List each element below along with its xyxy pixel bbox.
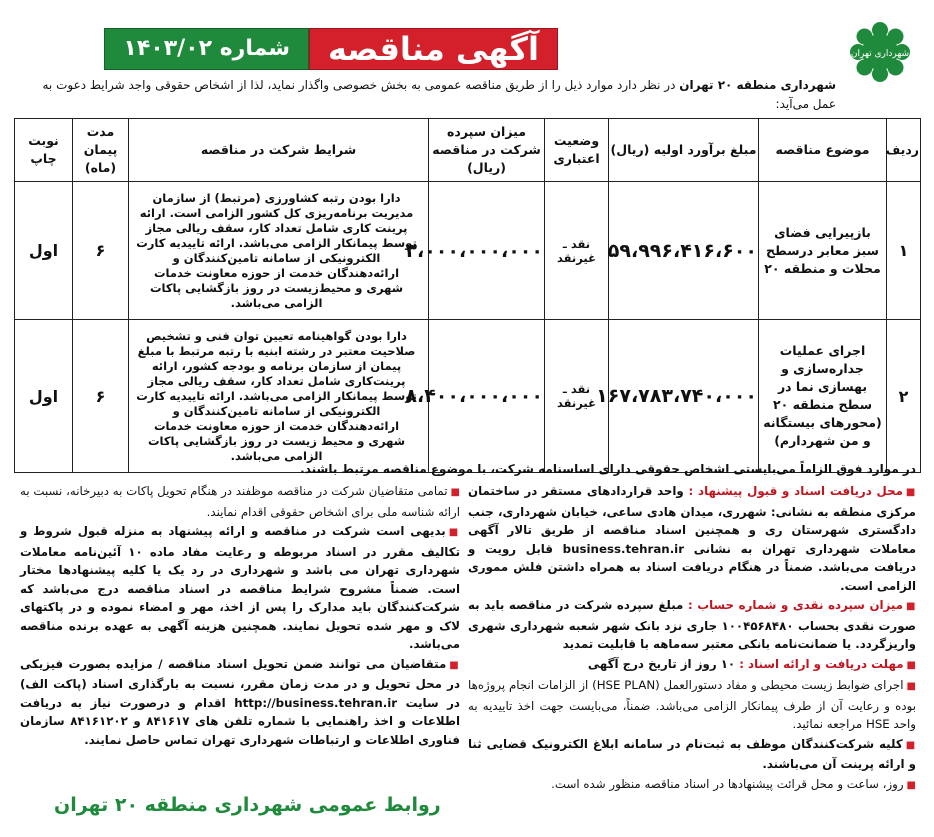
note-item bbox=[468, 596, 916, 654]
note-text: بدیهی است شرکت در مناقصه و ارائه پیشنهاد به منزله قبول شروط و تکالیف مقرر در اسناد مربوطه و رعایت مفاد ماده ۱۰ آئین‌نامه معاملات شهرداری تهران می باشد و شهرداری در رد یک یا کلیه پیشنهادها مختار است. ضمناً مشروح شرایط مناقصه در اسناد مناقصه درج می‌باشد که شرکت‌کنندگان باید مدارک را پس از اخذ، مهر و امضاء نموده و در پاکتهای لاک و مهر شده تحویل نمایند. همچنین هزینه آگهی به عهده برنده مناقصه می‌باشد. bbox=[20, 524, 460, 651]
row-subject: اجرای عملیات جداره‌سازی و بهسازی نما در سطح منطقه ۲۰ (محورهای بیستگانه و من شهردارم) bbox=[759, 320, 887, 473]
title-banner bbox=[104, 28, 558, 70]
row-print: اول bbox=[15, 182, 73, 320]
table-header-row bbox=[15, 119, 921, 182]
notice-number: شماره ۱۴۰۳/۰۲ bbox=[104, 28, 309, 70]
bullet-square-icon: ■ bbox=[449, 659, 460, 671]
note-text: تمامی متقاضیان شرکت در مناقصه موظفند در هنگام تحویل پاکات به دبیرخانه، نسبت به ارائه شناسه ملی برای اشخاص حقوقی اقدام نمایند. bbox=[20, 484, 460, 519]
row-conditions: دارا بودن گواهینامه تعیین توان فنی و تشخیص صلاحیت معتبر در رشته ابنیه با رتبه مرتبط با مبلغ پیمان از سازمان برنامه و بودجه کشور، ارائه پرینت‌کاری شامل تعداد کار، سقف ریالی مجاز توسط پیمانکار الزامی می‌باشد. ارائه تاییدیه کارت الکترونیکی از سامانه تامین‌کنندگان و ارائه‌دهندگان خدمت از حوزه معاونت خدمات شهری و محیط زیست در روز بازگشایی پاکات الزامی می‌باشد. bbox=[129, 320, 429, 473]
bullet-square-icon: ■ bbox=[905, 487, 916, 498]
row-subject: بازپیرایی فضای سبز معابر درسطح محلات و منطقه ۲۰ bbox=[759, 182, 887, 320]
note-item bbox=[468, 482, 916, 595]
bullet-square-icon: ■ bbox=[905, 739, 917, 751]
note-text: ۱۰ روز از تاریخ درج آگهی bbox=[587, 656, 740, 671]
row-estimate: ۵۹،۹۹۶،۴۱۶،۶۰۰ bbox=[609, 182, 759, 320]
note-text: کلیه شرکت‌کنندگان موظف به ثبت‌نام در سامانه ابلاغ الکترونیک قضایی ثنا و ارائه پرینت آن می‌باشند. bbox=[468, 736, 916, 771]
intro-text bbox=[16, 76, 836, 114]
note-label: محل دریافت اسناد و قبول پیشنهاد : bbox=[688, 484, 903, 498]
bullet-square-icon: ■ bbox=[450, 487, 461, 498]
row-duration: ۶ bbox=[73, 320, 129, 473]
header-conditions: شرایط شرکت در مناقصه bbox=[129, 119, 429, 182]
note-item bbox=[20, 522, 460, 654]
row-deposit: ۳،۰۰۰،۰۰۰،۰۰۰ bbox=[429, 182, 545, 320]
note-label: میزان سپرده نقدی و شماره حساب : bbox=[687, 598, 904, 612]
header-deposit: میزان سپرده شرکت در مناقصه (ریال) bbox=[429, 119, 545, 182]
row-credit: نقد ـ غیرنقد bbox=[545, 320, 609, 473]
row-print: اول bbox=[15, 320, 73, 473]
bullet-square-icon: ■ bbox=[906, 659, 916, 671]
header-print: نوبت چاپ bbox=[15, 119, 73, 182]
notes-left-column bbox=[20, 482, 460, 750]
legal-entity-note: در موارد فوق الزاماً می‌بایستی اشخاص حقوقی دارای اساسنامه شرکت، با موضوع مناقصه مرتبط باشند. bbox=[300, 462, 916, 476]
row-credit: نقد ـ غیرنقد bbox=[545, 182, 609, 320]
table-row bbox=[15, 320, 921, 473]
intro-rest: در نظر دارد موارد ذیل را از طریق مناقصه عمومی به بخش خصوصی واگذار نماید، لذا از اشخاص حقوقی واجد شرایط دعوت به عمل می‌آید: bbox=[42, 78, 836, 111]
note-item bbox=[468, 735, 916, 774]
note-text: متقاضیان می توانند ضمن تحویل اسناد مناقصه / مزایده بصورت فیزیکی در محل تحویل و در مدت زمان مقرر، نسبت به بارگذاری اسناد (پاکت الف) در سایت http://business.tehran.ir اقدام و درصورت نیاز به دریافت اطلاعات و اخذ راهنمایی با شماره تلفن های ۸۴۱۶۱۷ و ۸۴۱۶۱۲۰۲ سازمان فناوری اطلاعات و ارتباطات شهرداری تهران تماس حاصل نمایند. bbox=[20, 656, 461, 747]
row-number: ۱ bbox=[887, 182, 921, 320]
note-text: اجرای ضوابط زیست محیطی و مفاد دستورالعمل (HSE PLAN) از الزامات انجام پروژه‌ها بوده و رعایت آن از طرف پیمانکار الزامی می‌باشد. ضمناً، می‌بایست جهت اخذ تاییدیه به واحد HSE مراجعه نمائید. bbox=[468, 678, 916, 731]
row-number: ۲ bbox=[887, 320, 921, 473]
header-estimate: مبلغ برآورد اولیه (ریال) bbox=[609, 119, 759, 182]
note-item bbox=[20, 655, 460, 750]
note-text: واحد قراردادهای مستقر در ساختمان مرکزی منطقه به نشانی: شهرری، میدان هادی ساعی، خیابان شهرداری، جنب دادگستری شهرستان ری و همچنین اسناد مناقصه از طریق تالار آگهی معاملات شهرداری تهران به نشانی business.tehran.ir قابل رویت و دریافت می‌باشد. ضمناً در هنگام دریافت اسناد به همراه داشتن فلش مموری الزامی است. bbox=[468, 484, 917, 593]
note-item bbox=[468, 676, 916, 734]
note-item bbox=[468, 655, 916, 676]
intro-municipality: شهرداری منطقه ۲۰ تهران bbox=[679, 78, 836, 92]
public-relations-signature: روابط عمومی شهرداری منطقه ۲۰ تهران bbox=[54, 794, 441, 816]
notes-right-column bbox=[468, 482, 916, 796]
svg-text:شهرداری تهران: شهرداری تهران bbox=[850, 49, 910, 59]
bullet-square-icon: ■ bbox=[906, 601, 917, 612]
bullet-square-icon: ■ bbox=[906, 779, 916, 791]
tehran-municipality-logo bbox=[848, 20, 912, 84]
bullet-square-icon: ■ bbox=[906, 681, 916, 692]
note-item bbox=[468, 775, 916, 796]
tender-table bbox=[14, 118, 921, 473]
row-deposit: ۸،۴۰۰،۰۰۰،۰۰۰ bbox=[429, 320, 545, 473]
header-row-number: ردیف bbox=[887, 119, 921, 182]
row-conditions: دارا بودن رتبه کشاورزی (مرتبط) از سازمان مدیریت برنامه‌ریزی کل کشور الزامی است. ارائه پرینت کاری شامل تعداد کار، سقف ریالی مجاز توسط پیمانکار الزامی می‌باشد. ارائه تاییدیه کارت الکترونیکی از سامانه تامین‌کنندگان و ارائه‌دهندگان خدمت از حوزه معاونت خدمات شهری و محیط‌زیست در روز بازگشایی پاکات الزامی می‌باشد. bbox=[129, 182, 429, 320]
note-text: مبلغ سپرده شرکت در مناقصه باید به صورت نقدی بحساب ۱۰۰۴۵۶۸۴۸۰ جاری نزد بانک شهر شعبه شهرداری شهری واریزگردد. یا ضمانت‌نامه بانکی معتبر سه‌ماهه با قابلیت تمدید bbox=[468, 598, 916, 651]
header-subject: موضوع مناقصه bbox=[759, 119, 887, 182]
notice-title: آگهی مناقصه bbox=[309, 28, 558, 70]
row-estimate: ۱۶۷،۷۸۳،۷۴۰،۰۰۰ bbox=[609, 320, 759, 473]
row-duration: ۶ bbox=[73, 182, 129, 320]
note-item bbox=[20, 482, 460, 521]
note-text: روز، ساعت و محل قرائت پیشنهادها در اسناد مناقصه منظور شده است. bbox=[551, 776, 904, 791]
tender-notice bbox=[14, 8, 920, 830]
bullet-square-icon: ■ bbox=[448, 527, 460, 538]
table-row bbox=[15, 182, 921, 320]
header-duration: مدت پیمان (ماه) bbox=[73, 119, 129, 182]
note-label: مهلت دریافت و ارائه اسناد : bbox=[739, 656, 904, 671]
header-credit: وضعیت اعتباری bbox=[545, 119, 609, 182]
